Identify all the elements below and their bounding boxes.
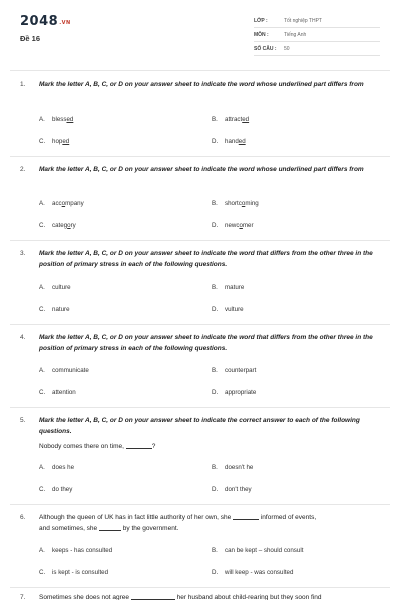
question-number: 3. [20,250,26,257]
meta-value: Tốt nghiệp THPT [284,18,322,24]
option-a[interactable]: A. communicate [39,367,89,374]
meta-label: LỚP : [254,18,268,24]
option-a[interactable]: A. does he [39,464,75,471]
question-number: 4. [20,334,26,341]
question-sentence: Sometimes she does not agree her husband about child-rearing but they soon find [39,594,322,600]
meta-question-count [254,43,380,56]
question-instruction: Mark the letter A, B, C, or D on your answer sheet to indicate the word whose underlined part differs from [39,166,364,173]
question-instruction: Mark the letter A, B, C, or D on your answer sheet to indicate the word whose underlined part differs from [39,81,364,88]
option-a[interactable]: A. culture [39,284,71,291]
divider [10,407,390,408]
option-c[interactable]: C. nature [39,306,70,313]
option-c[interactable]: C. do they [39,486,73,493]
question-instruction: Mark the letter A, B, C, or D on your answer sheet to indicate the correct answer to each of the following questions. [39,417,360,435]
option-b[interactable]: B. mature [212,284,245,291]
option-a[interactable]: A. keeps - has consulted [39,547,113,554]
option-a[interactable]: A. accompany [39,200,84,207]
option-c[interactable]: C. attention [39,389,76,396]
question-number: 1. [20,81,26,88]
question-number: 6. [20,514,26,521]
question-number: 7. [20,594,26,600]
option-c[interactable]: C. is kept - is consulted [39,569,109,576]
option-d[interactable]: D. vulture [212,306,244,313]
meta-subject [254,29,380,42]
meta-label: SỐ CÂU : [254,46,277,52]
question-sentence-continued: and sometimes, she by the government. [39,525,179,532]
divider [10,70,390,71]
divider [10,156,390,157]
option-b[interactable]: B. attracted [212,116,250,123]
meta-value: 50 [284,46,290,52]
option-c[interactable]: C. category [39,222,76,229]
exam-code: Đề 16 [20,34,41,43]
divider [10,240,390,241]
divider [10,324,390,325]
question-instruction: Mark the letter A, B, C, or D on your answer sheet to indicate the word that differs from the other three in the position of primary stress in each of the following questions. [39,334,373,352]
option-d[interactable]: D. will keep - was consulted [212,569,294,576]
divider [10,587,390,588]
meta-class [254,15,380,28]
option-d[interactable]: D. newcomer [212,222,254,229]
divider [10,504,390,505]
answer-blank [99,530,121,531]
answer-blank [233,519,259,520]
answer-blank [126,448,152,449]
option-b[interactable]: B. counterpart [212,367,257,374]
option-b[interactable]: B. shortcoming [212,200,259,207]
option-a[interactable]: A. blessed [39,116,74,123]
question-instruction: Mark the letter A, B, C, or D on your answer sheet to indicate the word that differs from the other three in the position of primary stress in each of the following questions. [39,250,373,268]
meta-value: Tiếng Anh [284,32,307,38]
question-number: 2. [20,166,26,173]
meta-label: MÔN : [254,32,269,38]
option-c[interactable]: C. hoped [39,138,70,145]
site-logo[interactable]: 2048.VN [20,14,71,29]
page-header [0,0,400,62]
option-d[interactable]: D. handed [212,138,246,145]
option-d[interactable]: D. don't they [212,486,252,493]
option-d[interactable]: D. appropriate [212,389,257,396]
question-sentence: Nobody comes there on time, ? [39,443,156,450]
option-b[interactable]: B. doesn't he [212,464,254,471]
option-b[interactable]: B. can be kept – should consult [212,547,304,554]
question-number: 5. [20,417,26,424]
question-sentence: Although the queen of UK has in fact little authority of her own, she informed of events, [39,514,317,521]
